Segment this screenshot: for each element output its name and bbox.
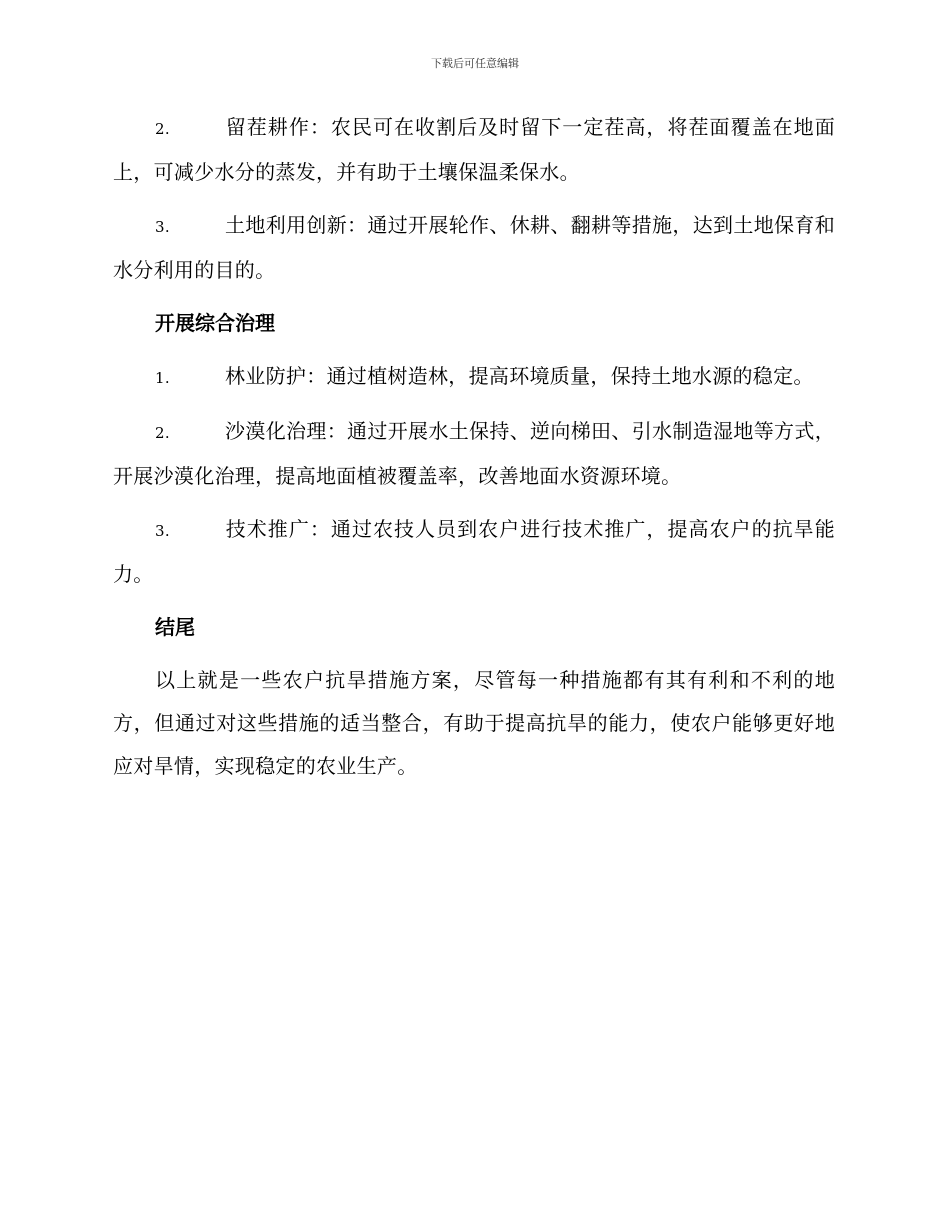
list-text: 土地利用创新：通过开展轮作、休耕、翻耕等措施，达到土地保育和水分利用的目的。	[113, 213, 835, 282]
list-number: 3.	[155, 522, 170, 540]
list-number: 3.	[155, 218, 170, 236]
section-heading: 开展综合治理	[155, 311, 275, 335]
list-number: 2.	[155, 120, 170, 138]
list-number: 1.	[155, 369, 170, 387]
list-number: 2.	[155, 424, 170, 442]
page-header: 下载后可任意编辑	[431, 57, 519, 70]
conclusion-paragraph: 以上就是一些农户抗旱措施方案，尽管每一种措施都有其有利和不利的地方，但通过对这些措施的适当整合，有助于提高抗旱的能力，使农户能够更好地应对旱情，实现稳定的农业生产。	[113, 668, 835, 778]
list-item	[113, 204, 835, 292]
list-text: 留茬耕作：农民可在收割后及时留下一定茬高，将茬面覆盖在地面上，可减少水分的蒸发，并有助于土壤保温柔保水。	[113, 115, 835, 184]
list-item	[113, 410, 835, 498]
list-item	[113, 106, 835, 194]
document-body	[113, 106, 835, 798]
list-item	[113, 508, 835, 596]
list-text: 沙漠化治理：通过开展水土保持、逆向梯田、引水制造湿地等方式，开展沙漠化治理，提高地面植被覆盖率，改善地面水资源环境。	[113, 419, 835, 488]
section-heading: 结尾	[155, 615, 195, 639]
list-text: 技术推广：通过农技人员到农户进行技术推广，提高农户的抗旱能力。	[113, 517, 835, 586]
list-text: 林业防护：通过植树造林，提高环境质量，保持土地水源的稳定。	[225, 364, 814, 388]
list-item	[113, 355, 835, 400]
